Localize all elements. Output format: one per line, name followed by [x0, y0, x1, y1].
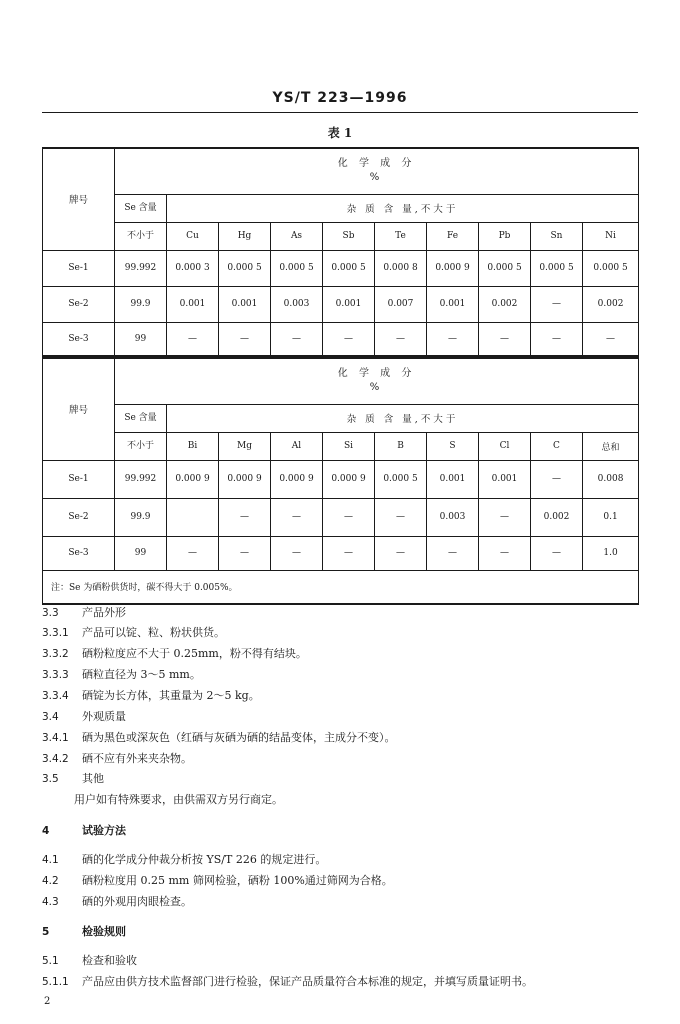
- value-cell: —: [479, 322, 531, 356]
- chem-composition-header: [115, 148, 639, 194]
- value-cell: 0.000 5: [271, 250, 323, 286]
- element-header: Sb: [323, 222, 375, 250]
- section-5-1-1: [42, 975, 642, 989]
- clause-text: 硒粉粒度应不大于 0.25mm，粉不得有结块。: [82, 647, 307, 660]
- clause-text: 硒锭为长方体，其重量为 2～5 kg。: [82, 689, 260, 702]
- value-cell: —: [271, 322, 323, 356]
- value-cell: 0.000 9: [219, 460, 271, 498]
- clause-text: 硒粉粒度用 0.25 mm 筛网检验，硒粉 100%通过筛网为合格。: [82, 874, 393, 887]
- value-cell: 0.000 5: [375, 460, 427, 498]
- clause-number: 4.2: [42, 875, 59, 887]
- value-cell: —: [531, 322, 583, 356]
- section-4-2: [42, 874, 642, 888]
- element-header: Te: [375, 222, 427, 250]
- se-cell: 99.9: [115, 286, 167, 322]
- clause-number: 3.3: [42, 607, 59, 619]
- table-row: [43, 322, 639, 356]
- clause-text: 用户如有特殊要求，由供需双方另行商定。: [74, 793, 283, 806]
- clause-number: 3.4: [42, 711, 59, 723]
- element-header: Bi: [167, 432, 219, 460]
- clause-text: 检验规则: [82, 925, 126, 938]
- value-cell: 0.001: [167, 286, 219, 322]
- value-cell: 0.001: [427, 460, 479, 498]
- se-cell: 99: [115, 322, 167, 356]
- section-4-3: [42, 895, 642, 909]
- value-cell: 0.000 5: [323, 250, 375, 286]
- clause-number: 4.3: [42, 896, 59, 908]
- clause-text: 其他: [82, 772, 104, 785]
- clause-text: 试验方法: [82, 824, 126, 837]
- chem-composition-title: 化 学 成 分: [337, 368, 416, 380]
- clause-text: 硒为黑色或深灰色（红硒与灰硒为硒的结晶变体，主成分不变）。: [82, 731, 396, 744]
- element-header: Pb: [479, 222, 531, 250]
- value-cell: 0.001: [427, 286, 479, 322]
- value-cell: 0.003: [271, 286, 323, 322]
- se-cell: 99.9: [115, 498, 167, 536]
- impurity-header: 杂 质 含 量,不大于: [167, 194, 639, 222]
- clause-text: 硒粒直径为 3～5 mm。: [82, 668, 201, 681]
- value-cell: —: [427, 322, 479, 356]
- clause-number: 3.5: [42, 773, 59, 785]
- clause-number: 3.4.1: [42, 732, 69, 744]
- clause-text: 检查和验收: [82, 954, 137, 967]
- section-3-4-1: [42, 731, 642, 745]
- clause-number: 5: [42, 926, 50, 938]
- table-row: [43, 536, 639, 570]
- page-number: 2: [44, 996, 51, 1007]
- value-cell: 0.001: [323, 286, 375, 322]
- clause-text: 硒的外观用肉眼检查。: [82, 895, 192, 908]
- clause-number: 5.1: [42, 955, 59, 967]
- se-content-label: Se 含量: [115, 194, 167, 222]
- section-3-5-text: [74, 793, 674, 807]
- value-cell: 0.000 3: [167, 250, 219, 286]
- clause-number: 3.3.3: [42, 669, 69, 681]
- value-cell: 0.000 5: [583, 250, 639, 286]
- header-divider: [42, 112, 638, 113]
- standard-code: YS/T 223—1996: [272, 90, 408, 106]
- brand-cell: Se-3: [43, 322, 115, 356]
- value-cell: 0.000 5: [219, 250, 271, 286]
- table-row: [43, 286, 639, 322]
- se-cell: 99: [115, 536, 167, 570]
- not-less-label: 不小于: [115, 432, 167, 460]
- clause-number: 5.1.1: [42, 976, 69, 988]
- brand-cell: Se-2: [43, 286, 115, 322]
- element-header: Si: [323, 432, 375, 460]
- not-less-label: 不小于: [115, 222, 167, 250]
- value-cell: —: [219, 498, 271, 536]
- value-cell: —: [583, 322, 639, 356]
- value-cell: 0.001: [219, 286, 271, 322]
- element-header: Mg: [219, 432, 271, 460]
- value-cell: —: [375, 322, 427, 356]
- value-cell: —: [375, 536, 427, 570]
- element-header: Al: [271, 432, 323, 460]
- value-cell: 0.000 9: [323, 460, 375, 498]
- element-header: As: [271, 222, 323, 250]
- table-note: 注：Se 为硒粉供货时，碳不得大于 0.005%。: [43, 570, 639, 604]
- value-cell: —: [479, 536, 531, 570]
- section-3-3: [42, 606, 642, 620]
- table-row: [43, 250, 639, 286]
- value-cell: 0.1: [583, 498, 639, 536]
- value-cell: —: [323, 322, 375, 356]
- value-cell: —: [219, 322, 271, 356]
- section-3-3-4: [42, 689, 642, 703]
- value-cell: —: [271, 536, 323, 570]
- element-header: Fe: [427, 222, 479, 250]
- section-5: [42, 925, 642, 939]
- element-header: B: [375, 432, 427, 460]
- value-cell: 0.000 8: [375, 250, 427, 286]
- value-cell: [167, 498, 219, 536]
- brand-cell: Se-1: [43, 460, 115, 498]
- section-3-3-3: [42, 668, 642, 682]
- value-cell: —: [167, 322, 219, 356]
- value-cell: —: [427, 536, 479, 570]
- element-header: 总和: [583, 432, 639, 460]
- se-content-label: Se 含量: [115, 404, 167, 432]
- value-cell: 0.002: [479, 286, 531, 322]
- clause-text: 硒不应有外来夹杂物。: [82, 752, 192, 765]
- clause-number: 3.3.4: [42, 690, 69, 702]
- chem-composition-header: [115, 358, 639, 404]
- element-header: S: [427, 432, 479, 460]
- value-cell: 0.002: [531, 498, 583, 536]
- clause-number: 4.1: [42, 854, 59, 866]
- clause-text: 产品外形: [82, 606, 126, 619]
- value-cell: 0.000 5: [531, 250, 583, 286]
- brand-cell: Se-1: [43, 250, 115, 286]
- brand-header: 牌号: [43, 358, 115, 460]
- composition-table-2: [42, 357, 639, 605]
- value-cell: 0.007: [375, 286, 427, 322]
- value-cell: 0.000 5: [479, 250, 531, 286]
- table-row: [43, 498, 639, 536]
- clause-text: 产品应由供方技术监督部门进行检验，保证产品质量符合本标准的规定，并填写质量证明书。: [82, 975, 533, 988]
- value-cell: —: [531, 536, 583, 570]
- value-cell: —: [323, 498, 375, 536]
- value-cell: 0.000 9: [167, 460, 219, 498]
- value-cell: —: [375, 498, 427, 536]
- value-cell: —: [219, 536, 271, 570]
- value-cell: —: [531, 286, 583, 322]
- value-cell: 0.001: [479, 460, 531, 498]
- section-4: [42, 824, 642, 838]
- clause-text: 产品可以锭、粒、粉状供货。: [82, 626, 225, 639]
- section-3-5: [42, 772, 642, 786]
- unit-label: %: [369, 382, 384, 394]
- section-5-1: [42, 954, 642, 968]
- section-3-3-2: [42, 647, 642, 661]
- value-cell: 0.000 9: [427, 250, 479, 286]
- element-header: Hg: [219, 222, 271, 250]
- value-cell: —: [323, 536, 375, 570]
- section-3-3-1: [42, 626, 642, 640]
- value-cell: 0.000 9: [271, 460, 323, 498]
- clause-text: 外观质量: [82, 710, 126, 723]
- composition-table-1: [42, 147, 639, 357]
- element-header: Cu: [167, 222, 219, 250]
- clause-number: 4: [42, 825, 50, 837]
- value-cell: —: [167, 536, 219, 570]
- element-header: Sn: [531, 222, 583, 250]
- section-3-4-2: [42, 752, 642, 766]
- clause-number: 3.3.1: [42, 627, 69, 639]
- se-cell: 99.992: [115, 250, 167, 286]
- unit-label: %: [369, 172, 384, 184]
- element-header: Ni: [583, 222, 639, 250]
- section-3-4: [42, 710, 642, 724]
- clause-number: 3.4.2: [42, 753, 69, 765]
- value-cell: —: [271, 498, 323, 536]
- table-title: 表 1: [327, 126, 353, 140]
- clause-number: 3.3.2: [42, 648, 69, 660]
- impurity-header: 杂 质 含 量,不大于: [167, 404, 639, 432]
- value-cell: 1.0: [583, 536, 639, 570]
- brand-cell: Se-3: [43, 536, 115, 570]
- value-cell: 0.008: [583, 460, 639, 498]
- value-cell: —: [479, 498, 531, 536]
- value-cell: —: [531, 460, 583, 498]
- chem-composition-title: 化 学 成 分: [337, 158, 416, 170]
- value-cell: 0.002: [583, 286, 639, 322]
- brand-cell: Se-2: [43, 498, 115, 536]
- section-4-1: [42, 853, 642, 867]
- se-cell: 99.992: [115, 460, 167, 498]
- brand-header: 牌号: [43, 148, 115, 250]
- clause-text: 硒的化学成分仲裁分析按 YS/T 226 的规定进行。: [82, 853, 327, 866]
- value-cell: 0.003: [427, 498, 479, 536]
- element-header: C: [531, 432, 583, 460]
- element-header: Cl: [479, 432, 531, 460]
- table-row: [43, 460, 639, 498]
